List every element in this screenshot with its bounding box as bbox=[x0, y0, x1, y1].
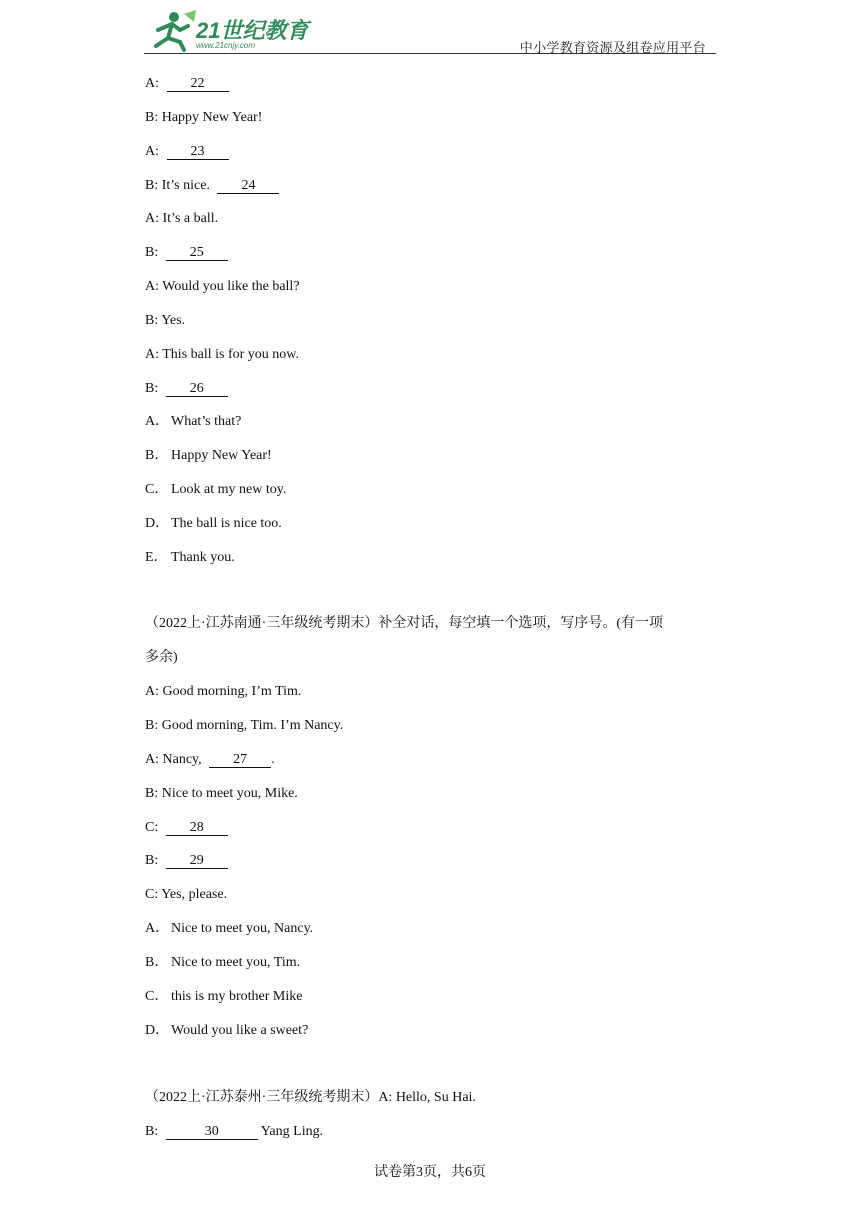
dialogue-line: B: 29 bbox=[145, 852, 228, 870]
answer-blank[interactable]: 27 bbox=[209, 752, 271, 768]
dialogue-line: B: Good morning, Tim. I’m Nancy. bbox=[145, 718, 344, 733]
logo-21cnjy-icon bbox=[144, 8, 314, 52]
answer-blank[interactable]: 22 bbox=[167, 76, 229, 92]
dialogue-line: B: 26 bbox=[145, 380, 228, 398]
dialogue-line: B: 25 bbox=[145, 244, 228, 262]
dialogue-line: A: It’s a ball. bbox=[145, 211, 219, 226]
question-source: （2022上·江苏泰州·三年级统考期末）A: Hello, Su Hai. bbox=[145, 1090, 476, 1105]
answer-blank[interactable]: 24 bbox=[217, 178, 279, 194]
answer-blank[interactable]: 30 bbox=[166, 1124, 258, 1140]
dialogue-line: B: Nice to meet you, Mike. bbox=[145, 786, 298, 801]
question-source: （2022上·江苏南通·三年级统考期末）补全对话，每空填一个选项，写序号。(有一项 bbox=[145, 616, 663, 631]
dialogue-line: A: 22 bbox=[145, 75, 229, 93]
svg-text:www.21cnjy.com: www.21cnjy.com bbox=[196, 41, 255, 50]
dialogue-line: A: 23 bbox=[145, 143, 229, 161]
question-source-cont: 多余) bbox=[145, 650, 178, 665]
answer-blank[interactable]: 23 bbox=[167, 144, 229, 160]
option-item: C． Look at my new toy. bbox=[145, 482, 287, 497]
option-item: D． Would you like a sweet? bbox=[145, 1023, 309, 1038]
option-item: C． this is my brother Mike bbox=[145, 989, 303, 1004]
svg-text:21世纪教育: 21世纪教育 bbox=[196, 18, 309, 43]
header-divider bbox=[144, 53, 716, 54]
dialogue-line: A: Good morning, I’m Tim. bbox=[145, 684, 302, 699]
answer-blank[interactable]: 26 bbox=[166, 381, 228, 397]
option-item: B． Happy New Year! bbox=[145, 448, 272, 463]
answer-blank[interactable]: 25 bbox=[166, 245, 228, 261]
dialogue-line: B: Yes. bbox=[145, 313, 186, 328]
option-item: D． The ball is nice too. bbox=[145, 516, 282, 531]
option-item: A． Nice to meet you, Nancy. bbox=[145, 921, 314, 936]
dialogue-line: A: This ball is for you now. bbox=[145, 347, 299, 362]
dialogue-line: A: Would you like the ball? bbox=[145, 279, 300, 294]
dialogue-line: C: 28 bbox=[145, 819, 228, 837]
dialogue-line: B: It’s nice. 24 bbox=[145, 177, 279, 195]
option-item: B． Nice to meet you, Tim. bbox=[145, 955, 301, 970]
dialogue-line: A: Nancy, 27 . bbox=[145, 752, 275, 767]
dialogue-line: B: Happy New Year! bbox=[145, 110, 263, 125]
page-header bbox=[144, 8, 716, 56]
platform-name: 中小学教育资源及组卷应用平台 bbox=[519, 40, 706, 55]
page-number: 试卷第3页，共6页 bbox=[374, 1165, 486, 1180]
option-item: A． What’s that? bbox=[145, 414, 242, 429]
dialogue-line: B: 30 Yang Ling. bbox=[145, 1124, 324, 1139]
answer-blank[interactable]: 29 bbox=[166, 853, 228, 869]
option-item: E． Thank you. bbox=[145, 550, 235, 565]
dialogue-line: C: Yes, please. bbox=[145, 887, 228, 902]
answer-blank[interactable]: 28 bbox=[166, 820, 228, 836]
